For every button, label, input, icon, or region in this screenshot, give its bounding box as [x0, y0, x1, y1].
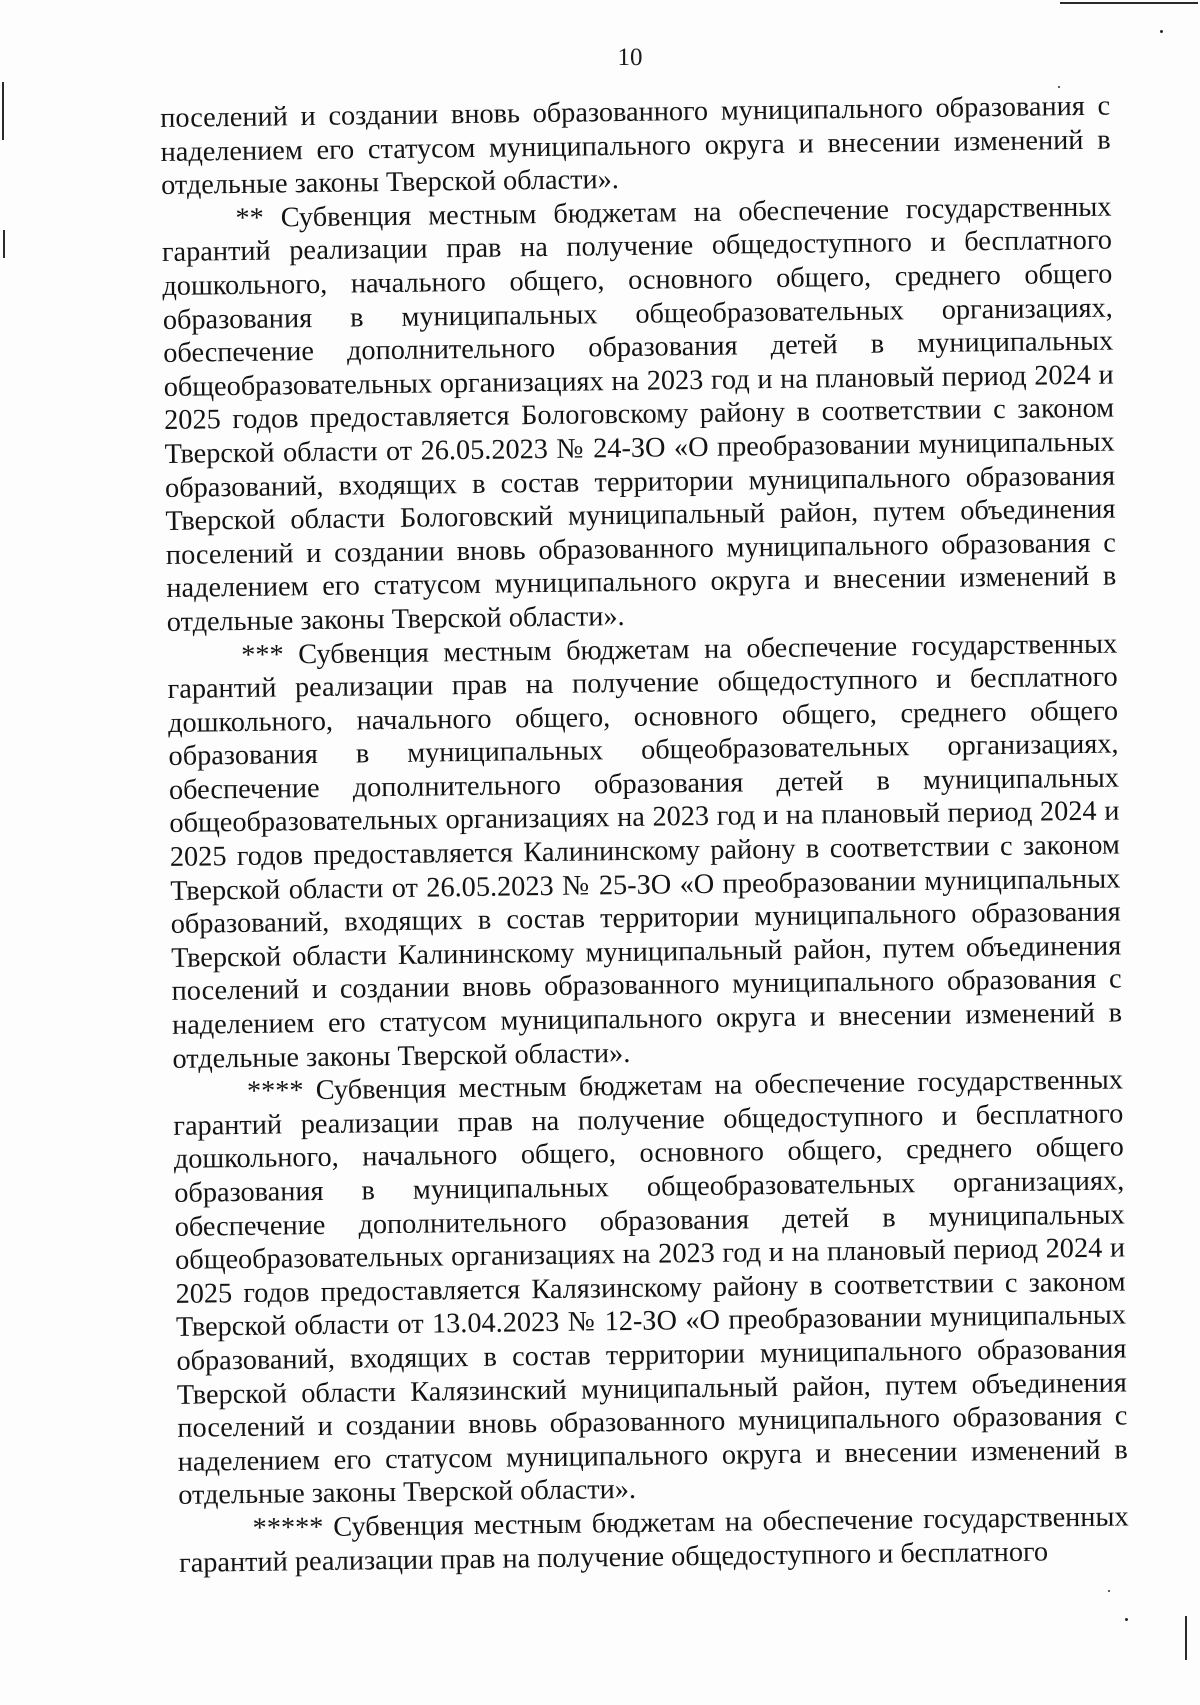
scan-artifact — [1125, 1618, 1128, 1621]
footnote-paragraph-kalininsky: *** Субвенция местным бюджетам на обеспечение государственных гарантий реализации прав на получение общедоступного и бесплатного дошкольного, начального общего, основного общего, среднего общего образования в муниципальных общеобразовательных организациях, обеспечение дополнительного образования детей в муниципальных общеобразовательных организациях на 2023 год и на плановый период 2024 и 2025 годов предоставляется Калининскому району в соответствии с законом Тверской области от 26.05.2023 № 25-ЗО «О преобразовании муниципальных образований, входящих в состав территории муниципального образования Тверской области Калининскому муниципальный район, путем объединения поселений и создании вновь образованного муниципального образования с наделением его статусом муниципального округа и внесении изменений в отдельные законы Тверской области». — [167, 628, 1123, 1075]
footnote-paragraph-kalyazinsky: **** Субвенция местным бюджетам на обеспечение государственных гарантий реализации прав на получение общедоступного и бесплатного дошкольного, начального общего, основного общего, среднего общего образования в муниципальных общеобразовательных организациях, обеспечение дополнительного образования детей в муниципальных общеобразовательных организациях на 2023 год и на плановый период 2024 и 2025 годов предоставляется Калязинскому району в соответствии с законом Тверской области от 13.04.2023 № 12-ЗО «О преобразовании муниципальных образований, входящих в состав территории муниципального образования Тверской области Калязинский муниципальный район, путем объединения поселений и создании вновь образованного муниципального образования с наделением его статусом муниципального округа и внесении изменений в отдельные законы Тверской области». — [173, 1064, 1128, 1512]
paragraph-continuation: поселений и создании вновь образованного муниципального образования с наделением его статусом муниципального округа и внесении изменений в отдельные законы Тверской области». — [160, 90, 1111, 202]
scan-artifact — [1108, 1590, 1110, 1592]
footnote-paragraph-partial: ***** Субвенция местным бюджетам на обеспечение государственных гарантий реализации прав на получение общедоступного и бесплатного — [178, 1501, 1129, 1579]
footnote-paragraph-bologovsky: ** Субвенция местным бюджетам на обеспечение государственных гарантий реализации прав на получение общедоступного и бесплатного дошкольного, начального общего, основного общего, среднего общего образования в муниципальных общеобразовательных организациях, обеспечение дополнительного образования детей в муниципальных общеобразовательных организациях на 2023 год и на плановый период 2024 и 2025 годов предоставляется Бологовскому району в соответствии с законом Тверской области от 26.05.2023 № 24-ЗО «О преобразовании муниципальных образований, входящих в состав территории муниципального образования Тверской области Бологовский муниципальный район, путем объединения поселений и создании вновь образованного муниципального образования с наделением его статусом муниципального округа и внесении изменений в отдельные законы Тверской области». — [161, 191, 1117, 638]
scan-artifact — [1160, 30, 1163, 33]
document-body — [160, 90, 1129, 1580]
scan-artifact — [1060, 2, 1198, 4]
scan-artifact — [1185, 1616, 1187, 1660]
page-number: 10 — [617, 44, 643, 71]
scan-artifact — [3, 230, 5, 258]
scan-artifact — [2, 82, 4, 140]
scan-artifact — [1058, 86, 1060, 88]
